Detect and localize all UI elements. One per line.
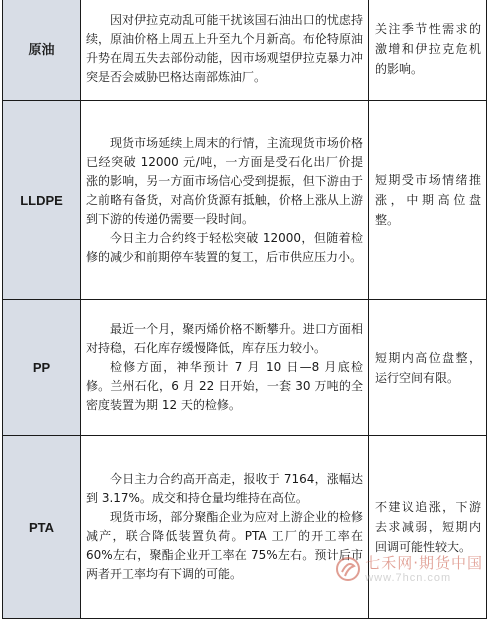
commodity-name: PP: [3, 300, 81, 436]
market-analysis: [81, 0, 369, 101]
market-analysis: [81, 300, 369, 436]
analysis-paragraph: 今日主力合约高开高走，报收于 7164，涨幅达到 3.17%。成交和持仓量均维持在高位。: [86, 472, 363, 505]
outlook-text: 关注季节性需求的激增和伊拉克危机的影响。: [369, 0, 487, 101]
analysis-paragraph: 最近一个月，聚丙烯价格不断攀升。进口方面相对持稳，石化库存缓慢降低，库存压力较小。: [86, 322, 363, 355]
table-row-crude-oil: [3, 0, 487, 101]
market-analysis: [81, 101, 369, 300]
outlook-text: 不建议追涨，下游去求减弱，短期内回调可能性较大。: [369, 436, 487, 619]
analysis-paragraph: 现货市场延续上周末的行情，主流现货市场价格已经突破 12000 元/吨，一方面是受石化出厂价提涨的影响，另一方面市场信心受到提振，但下游由于之前略有备货，对高价货源有抵触，价格上涨从上游到下游的传递仍需要一段时间。: [86, 135, 363, 226]
table-row-lldpe: [3, 101, 487, 300]
analysis-paragraph: 今日主力合约终于轻松突破 12000，但随着检修的减少和前期停车装置的复工，后市供应压力小。: [86, 230, 363, 264]
outlook-text: 短期内高位盘整，运行空间有限。: [369, 300, 487, 436]
commodity-name: LLDPE: [3, 101, 81, 300]
commodity-name: 原油: [3, 0, 81, 101]
commodity-analysis-table: [2, 0, 487, 619]
outlook-text: 短期受市场情绪推涨，中期高位盘整。: [369, 101, 487, 300]
analysis-paragraph: 因对伊拉克动乱可能干扰该国石油出口的忧虑持续，原油价格上周五上升至九个月新高。布伦特原油升势在周五失去部份动能，因市场观望伊拉克暴力冲突是否会威胁巴格达南部炼油厂。: [86, 12, 363, 84]
watermark-title: 七禾网·期货中国: [365, 554, 483, 572]
commodity-name: PTA: [3, 436, 81, 619]
table-row-pta: [3, 436, 487, 619]
market-analysis: [81, 436, 369, 619]
watermark-url: www.7hcn.com: [365, 572, 452, 584]
analysis-paragraph: 现货市场，部分聚酯企业为应对上游企业的检修减产，联合降低装置负荷。PTA 工厂的开工率在 60%左右，聚酯企业开工率在 75%左右。预计后市两者开工率均有下调的可能。: [86, 510, 363, 581]
table-row-pp: [3, 300, 487, 436]
analysis-paragraph: 检修方面，神华预计 7 月 10 日—8 月底检修。兰州石化，6 月 22 日开始，一套 30 万吨的全密度装置为期 12 天的检修。: [86, 360, 363, 412]
